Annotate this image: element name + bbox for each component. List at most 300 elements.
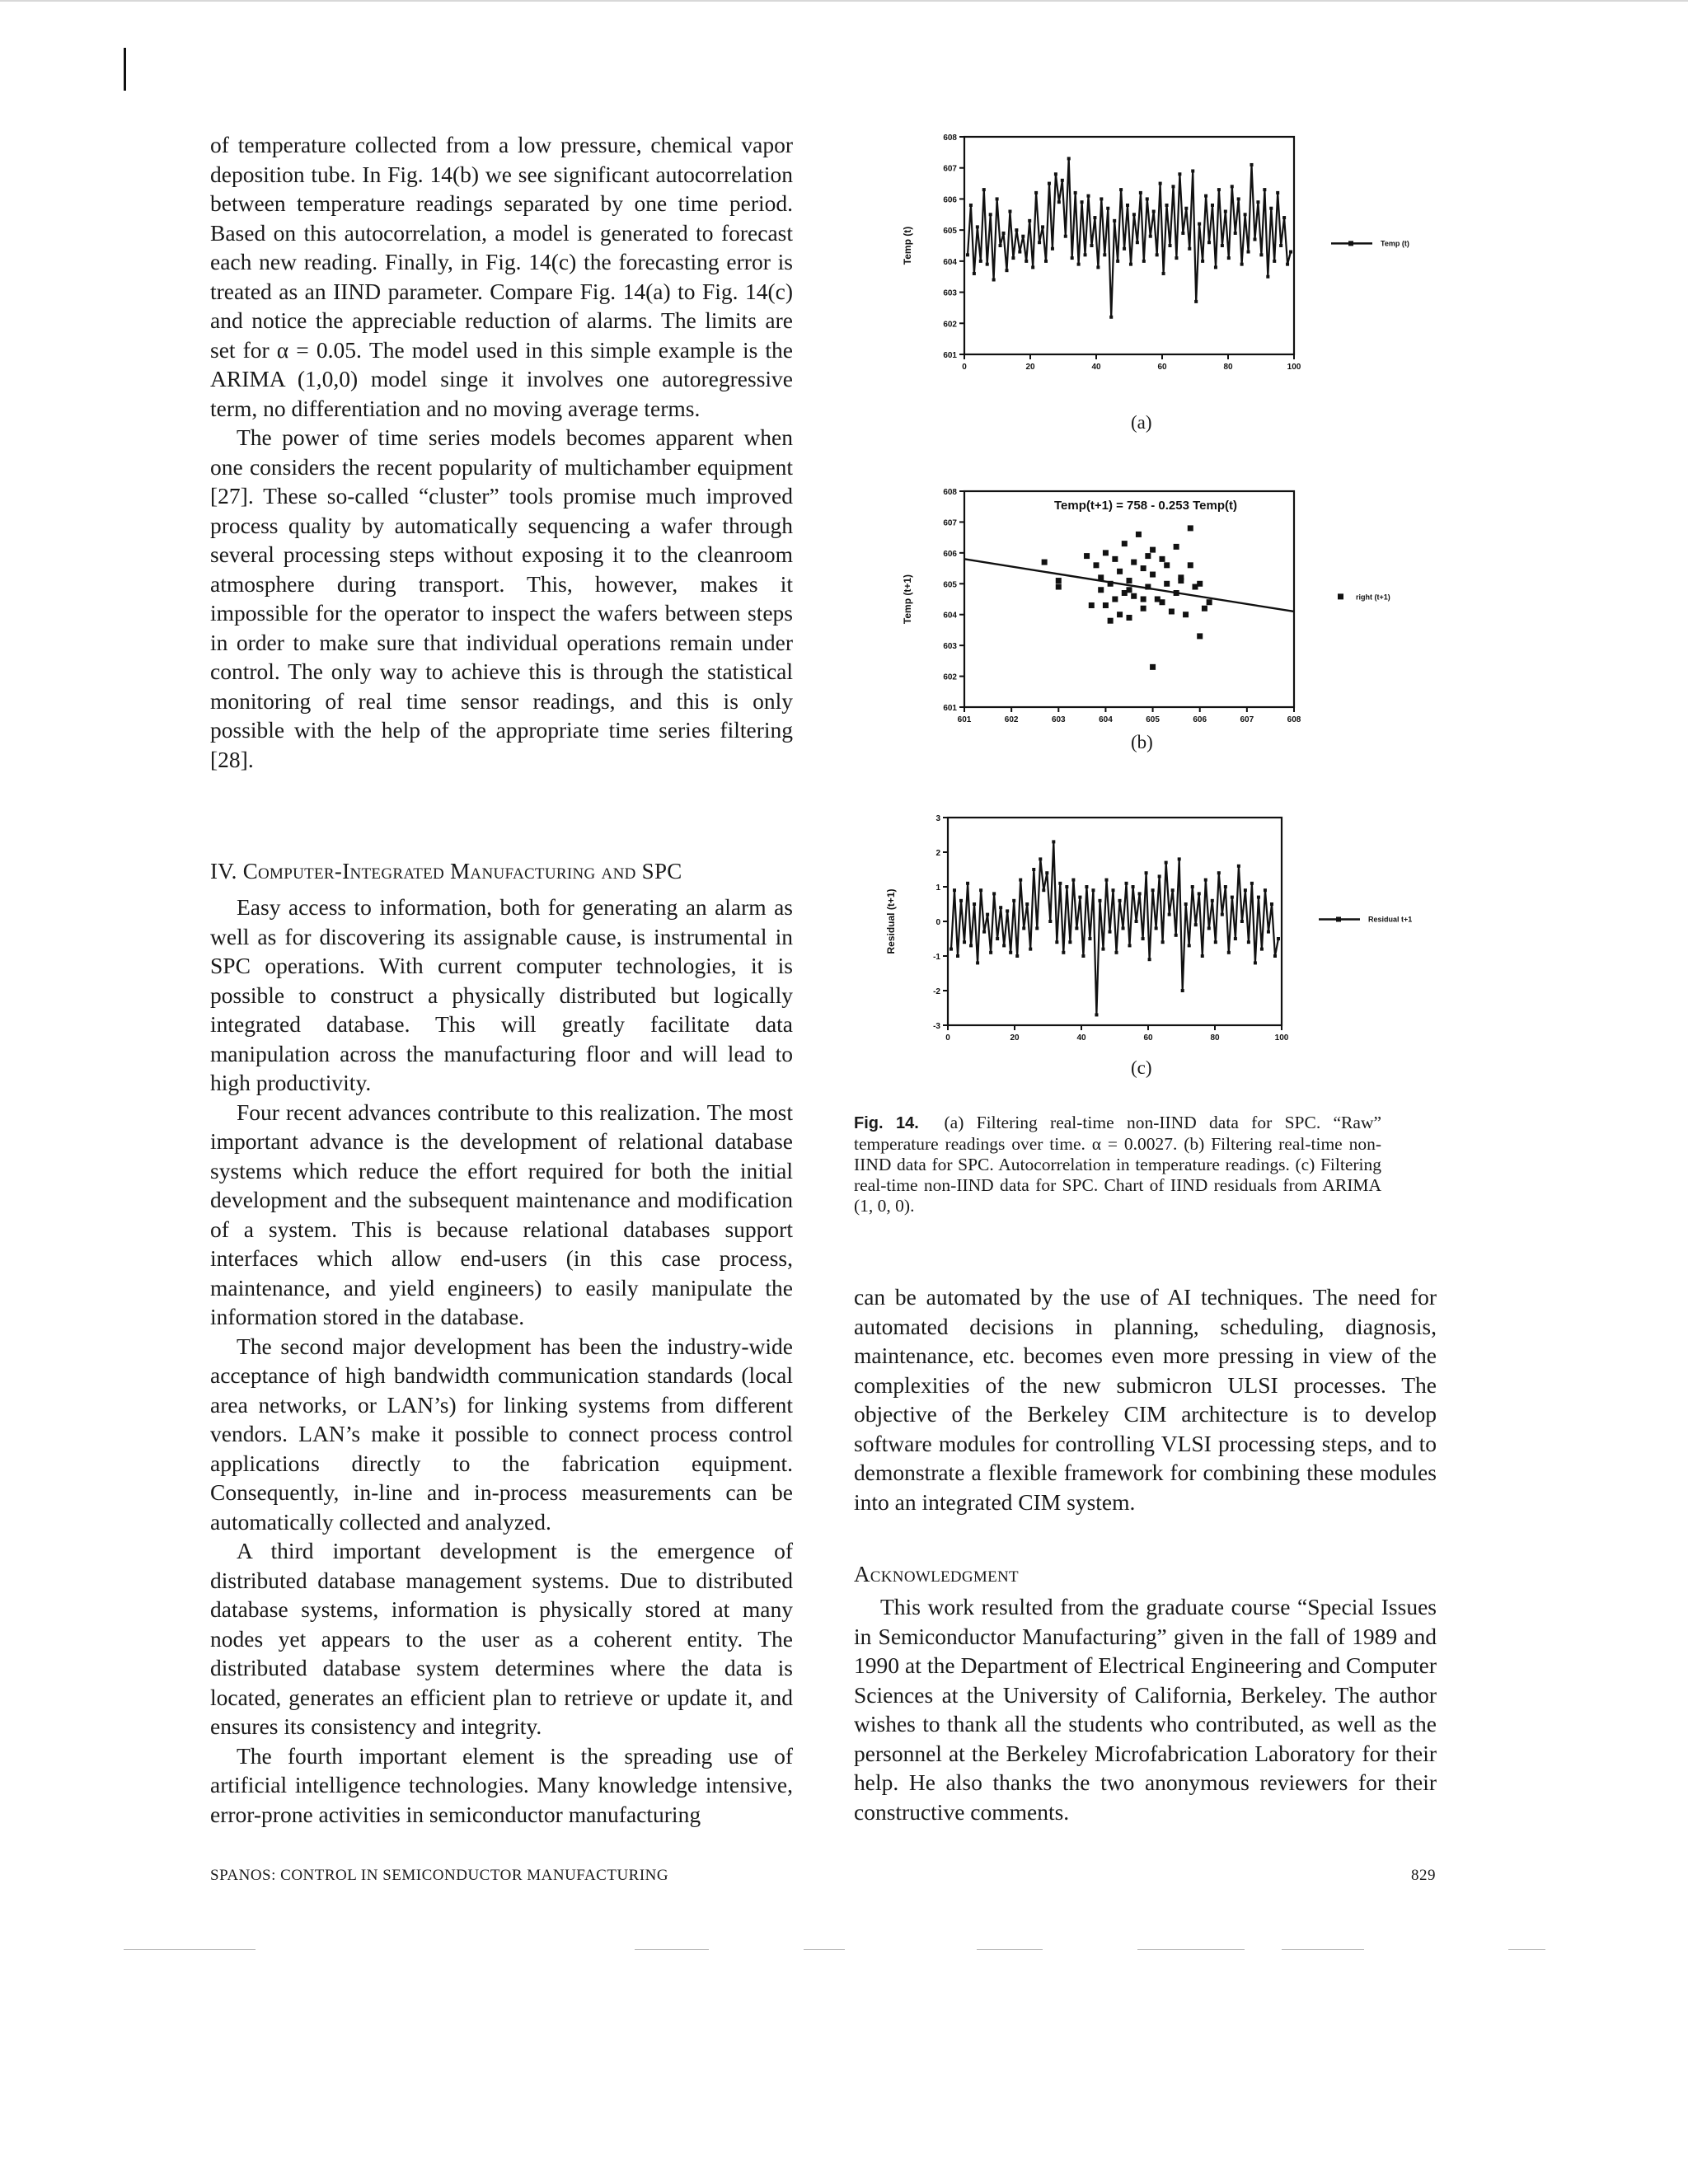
- plot-frame: [964, 491, 1294, 707]
- acknowledgment-body: [854, 1592, 1437, 1826]
- data-point: [1141, 597, 1146, 602]
- subfigure-label-b: (b): [1131, 732, 1153, 752]
- data-point: [973, 272, 976, 275]
- data-point: [1012, 899, 1015, 902]
- data-point: [999, 906, 1002, 909]
- y-tick-label: 0: [935, 918, 940, 927]
- data-point: [1042, 560, 1048, 565]
- y-tick-label: 607: [943, 518, 957, 528]
- data-point: [1188, 562, 1193, 568]
- data-point: [996, 197, 999, 200]
- data-point: [1250, 163, 1254, 166]
- scan-artifact-line: [1137, 1949, 1245, 1950]
- data-point: [1270, 902, 1273, 906]
- data-point: [1029, 948, 1032, 951]
- data-point: [1093, 216, 1096, 219]
- data-point: [1254, 961, 1257, 964]
- y-tick-label: 605: [943, 580, 957, 590]
- data-point: [1098, 899, 1101, 902]
- data-point: [1086, 194, 1090, 198]
- data-point: [1042, 888, 1045, 892]
- x-tick-label: 608: [1287, 715, 1301, 724]
- data-point: [1160, 556, 1165, 562]
- data-point: [1141, 606, 1146, 612]
- data-point: [1181, 989, 1184, 992]
- data-point: [1091, 888, 1095, 892]
- data-point: [1131, 593, 1137, 599]
- paragraph: The fourth important element is the spreading use of artificial intelligence technologies. Many knowledge intensive, error-prone activities in semiconductor manufacturing: [210, 1742, 793, 1827]
- data-point: [1111, 888, 1114, 892]
- data-point: [1125, 882, 1128, 885]
- data-point: [956, 954, 959, 958]
- paragraph: The power of time series models becomes apparent when one considers the recent popularity of multichamber equipment [27]. These so-called “cluster” tools promise much improved process quality by automatically sequencing a wafer through several processing steps without exposing it to the cleanroom atmosphere during transport. This, however, makes it impossible for the operator to inspect the wafers between steps in order to make sure that individual operations remain under control. The only way to achieve this is through the statistical monitoring of real time sensor readings, and this is only possible with the help of the appropriate time series filtering [28].: [210, 424, 793, 772]
- chart-c: [857, 808, 1451, 1055]
- data-point: [1237, 197, 1240, 200]
- data-point: [1108, 618, 1114, 624]
- data-point: [1071, 256, 1074, 260]
- data-point: [1165, 861, 1168, 865]
- data-point: [1150, 547, 1156, 553]
- data-point: [1062, 951, 1065, 954]
- data-point: [1113, 219, 1116, 223]
- data-point: [1150, 572, 1156, 578]
- right-column: [854, 1282, 1437, 1516]
- data-point: [1224, 885, 1227, 888]
- data-point: [1117, 612, 1123, 617]
- y-axis-label: Temp (t): [902, 226, 913, 265]
- data-point: [969, 944, 973, 947]
- data-point: [950, 948, 953, 951]
- data-point: [1240, 920, 1244, 923]
- data-point: [1028, 219, 1031, 223]
- data-point: [1135, 920, 1138, 923]
- data-point: [979, 260, 982, 263]
- data-point: [1106, 207, 1109, 210]
- data-point: [1139, 191, 1142, 194]
- x-tick-label: 80: [1210, 1033, 1220, 1043]
- data-point: [1022, 926, 1025, 930]
- data-point: [1008, 210, 1011, 213]
- data-point: [1045, 871, 1048, 874]
- data-point: [1131, 560, 1137, 565]
- data-point: [1074, 191, 1077, 194]
- paragraph: Easy access to information, both for generating an alarm as well as for discovering its assignable cause, is instrumental in SPC operations. With current computer technologies, it is possible to construct a physically distributed but logically integrated database. This will greatly facilitate data manipulation across the manufacturing floor and will lead to high productivity.: [210, 894, 793, 1095]
- caption-label: Fig. 14.: [854, 1114, 919, 1132]
- running-head: SPANOS: CONTROL IN SEMICONDUCTOR MANUFACTURING: [210, 1867, 669, 1884]
- data-point: [1231, 185, 1234, 188]
- y-tick-label: 601: [943, 351, 957, 360]
- data-point: [1103, 253, 1106, 256]
- data-point: [1096, 265, 1100, 269]
- data-point: [1247, 251, 1250, 254]
- data-point: [1148, 958, 1151, 961]
- data-point: [1112, 597, 1118, 602]
- y-tick-label: 604: [943, 257, 957, 267]
- data-point: [1005, 269, 1008, 272]
- data-point: [1021, 235, 1025, 238]
- data-point: [1104, 879, 1108, 882]
- x-tick-label: 40: [1076, 1033, 1086, 1043]
- data-point: [1150, 664, 1156, 670]
- data-point: [1156, 253, 1159, 256]
- data-point: [1207, 599, 1212, 605]
- legend-label: Temp (t): [1381, 239, 1409, 248]
- series-line: [951, 841, 1278, 1015]
- y-axis-label: Residual (t+1): [885, 888, 897, 954]
- data-point: [1084, 553, 1090, 559]
- data-point: [1159, 182, 1162, 185]
- data-point: [1089, 602, 1095, 608]
- data-point: [1061, 179, 1064, 182]
- data-point: [1090, 244, 1093, 247]
- data-point: [1201, 260, 1204, 263]
- data-point: [1146, 197, 1149, 200]
- data-point: [1178, 857, 1181, 860]
- data-point: [1247, 940, 1250, 944]
- x-tick-label: 0: [962, 363, 967, 372]
- data-point: [1032, 868, 1035, 871]
- page-number: 829: [1411, 1867, 1436, 1884]
- data-point: [1068, 940, 1071, 944]
- data-point: [1122, 926, 1125, 930]
- data-point: [1211, 204, 1214, 207]
- data-point: [1119, 188, 1123, 191]
- data-point: [992, 892, 996, 895]
- data-point: [986, 913, 989, 916]
- data-point: [1041, 225, 1044, 228]
- data-point: [1207, 926, 1211, 930]
- legend-marker: [1338, 593, 1343, 599]
- data-point: [1025, 260, 1028, 263]
- data-point: [1286, 263, 1289, 266]
- y-tick-label: 608: [943, 488, 957, 497]
- x-tick-label: 20: [1025, 363, 1035, 372]
- data-point: [1152, 210, 1156, 213]
- data-point: [1048, 920, 1052, 923]
- data-point: [1174, 544, 1179, 550]
- legend-marker: [1348, 241, 1353, 246]
- scan-artifact-line: [804, 1949, 845, 1950]
- data-point: [1151, 888, 1155, 892]
- data-point: [1100, 197, 1103, 200]
- data-point: [1266, 275, 1269, 279]
- data-point: [1065, 885, 1068, 888]
- caption-text: (a) Filtering real-time non-IIND data for SPC. “Raw” temperature readings over time. α = 0.0027. (b) Filtering real-time non-IIND data for SPC. Autocorrelation in temperature readings. (c) Filtering real-time non-IIND data for SPC. Chart of IIND residuals from ARIMA (1, 0, 0).: [854, 1113, 1382, 1216]
- acknowledgment-heading: Acknowledgment: [854, 1562, 1019, 1586]
- data-point: [1006, 909, 1009, 912]
- data-point: [959, 899, 963, 902]
- x-tick-label: 0: [945, 1033, 950, 1043]
- data-point: [1282, 216, 1286, 219]
- data-point: [966, 882, 969, 885]
- y-tick-label: 606: [943, 549, 957, 559]
- data-point: [1194, 300, 1198, 303]
- data-point: [1044, 260, 1048, 263]
- data-point: [1142, 937, 1145, 940]
- data-point: [1138, 892, 1142, 895]
- data-point: [1221, 913, 1224, 916]
- data-point: [1109, 316, 1113, 319]
- data-point: [982, 930, 986, 934]
- y-tick-label: 603: [943, 288, 957, 298]
- x-tick-label: 606: [1193, 715, 1207, 724]
- data-point: [1155, 926, 1158, 930]
- paragraph: can be automated by the use of AI techniques. The need for automated decisions in planning, scheduling, diagnosis, maintenance, etc. becomes even more pressing in view of the complexities of the new submicron ULSI processes. The objective of the Berkeley CIM architecture is to develop software modules for controlling VLSI processing steps, and to demonstrate a flexible framework for combining these modules into an integrated CIM system.: [854, 1284, 1437, 1515]
- data-point: [1132, 885, 1135, 888]
- data-point: [1098, 587, 1104, 593]
- data-point: [1116, 260, 1119, 263]
- data-point: [1253, 237, 1256, 241]
- x-tick-label: 20: [1010, 1033, 1020, 1043]
- data-point: [1127, 587, 1132, 593]
- y-tick-label: 608: [943, 134, 957, 143]
- data-point: [1031, 265, 1034, 269]
- data-point: [1011, 256, 1015, 260]
- y-tick-label: 603: [943, 642, 957, 652]
- left-column: [210, 130, 793, 774]
- data-point: [1127, 615, 1132, 621]
- data-point: [1142, 260, 1146, 263]
- data-point: [1175, 256, 1178, 260]
- data-point: [1171, 185, 1175, 188]
- data-point: [1237, 865, 1240, 868]
- data-point: [1184, 207, 1188, 210]
- data-point: [1051, 247, 1054, 251]
- legend-marker: [1336, 916, 1341, 921]
- data-point: [1197, 633, 1203, 639]
- data-point: [1289, 251, 1292, 254]
- data-point: [1088, 937, 1091, 940]
- data-point: [1204, 879, 1207, 882]
- data-point: [1145, 871, 1148, 874]
- data-point: [1178, 172, 1181, 176]
- x-tick-label: 40: [1091, 363, 1101, 372]
- data-point: [1002, 944, 1006, 947]
- data-point: [1263, 188, 1266, 191]
- data-point: [1162, 272, 1165, 275]
- data-point: [1214, 940, 1217, 944]
- x-tick-label: 601: [957, 715, 972, 724]
- section-heading: IV. Computer-Integrated Manufacturing and SPC: [210, 859, 682, 883]
- y-axis-label: Temp (t+1): [902, 574, 913, 625]
- data-point: [1178, 578, 1184, 583]
- data-point: [1214, 265, 1217, 269]
- data-point: [1019, 879, 1022, 882]
- x-tick-label: 603: [1051, 715, 1066, 724]
- data-point: [1055, 940, 1058, 944]
- data-point: [1115, 951, 1118, 954]
- data-point: [1181, 232, 1184, 235]
- data-point: [1018, 251, 1021, 254]
- data-point: [1171, 888, 1175, 892]
- scan-top-edge: [0, 0, 1688, 2]
- scan-artifact-line: [977, 1949, 1043, 1950]
- data-point: [1259, 253, 1263, 256]
- y-tick-label: 604: [943, 611, 957, 621]
- regression-line: [964, 559, 1294, 612]
- data-point: [1202, 606, 1207, 612]
- data-point: [1164, 562, 1170, 568]
- data-point: [1221, 244, 1224, 247]
- data-point: [1077, 263, 1081, 266]
- data-point: [1101, 948, 1104, 951]
- y-tick-label: 3: [935, 814, 940, 823]
- data-point: [1103, 602, 1109, 608]
- x-tick-label: 60: [1143, 1033, 1153, 1043]
- data-point: [1217, 871, 1221, 874]
- data-point: [1240, 263, 1244, 266]
- data-point: [1207, 241, 1211, 244]
- data-point: [976, 225, 979, 228]
- chart-b: [874, 478, 1451, 733]
- chart-title: Temp(t+1) = 758 - 0.253 Temp(t): [1053, 499, 1238, 513]
- data-point: [982, 188, 986, 191]
- data-point: [1276, 191, 1279, 194]
- data-point: [1164, 581, 1170, 587]
- data-point: [999, 244, 1002, 247]
- data-point: [1250, 882, 1254, 885]
- data-point: [966, 253, 969, 256]
- data-point: [1057, 200, 1061, 204]
- data-point: [1056, 584, 1062, 590]
- data-point: [1112, 556, 1118, 562]
- y-tick-label: 606: [943, 195, 957, 205]
- y-tick-label: 601: [943, 704, 957, 713]
- data-point: [1277, 937, 1280, 940]
- scan-margin-mark: [124, 48, 126, 91]
- data-point: [1234, 937, 1237, 940]
- y-tick-label: -3: [933, 1022, 940, 1031]
- data-point: [1256, 200, 1259, 204]
- data-point: [1257, 896, 1260, 899]
- data-point: [1015, 228, 1018, 232]
- subfigure-label-a: (a): [1131, 412, 1152, 433]
- data-point: [1085, 885, 1088, 888]
- data-point: [1002, 232, 1006, 235]
- data-point: [1188, 525, 1193, 531]
- data-point: [1078, 896, 1081, 899]
- data-point: [963, 940, 966, 944]
- data-point: [1136, 241, 1139, 244]
- data-point: [1198, 223, 1201, 226]
- data-point: [986, 263, 989, 266]
- scan-artifact-line: [1282, 1949, 1364, 1950]
- data-point: [953, 888, 956, 892]
- data-point: [1260, 948, 1264, 951]
- data-point: [1025, 902, 1029, 906]
- data-point: [1034, 191, 1038, 194]
- chart-a: [874, 124, 1451, 429]
- data-point: [1054, 172, 1057, 176]
- data-point: [1108, 930, 1111, 934]
- legend-label: right (t+1): [1356, 593, 1390, 602]
- data-point: [1168, 913, 1171, 916]
- paragraph: Four recent advances contribute to this realization. The most important advance is the development of relational database systems which reduce the effort required for both the initial development and the subsequent maintenance and modification of a system. This is because relational databases support interfaces which allow end-users (in this case process, maintenance, and yield engineers) to easily manipulate the information stored in the database.: [210, 1099, 793, 1329]
- data-point: [1197, 581, 1203, 587]
- y-tick-label: 1: [935, 883, 940, 893]
- data-point: [992, 278, 996, 281]
- data-point: [1149, 235, 1152, 238]
- data-point: [1075, 926, 1078, 930]
- data-point: [1267, 930, 1270, 934]
- paragraph: of temperature collected from a low pressure, chemical vapor deposition tube. In Fig. 14(b) we see significant autocorrelation between temperature readings separated by one time period. Based on this autocorrelation, a model is generated to forecast each new reading. Finally, in Fig. 14(c) the forecasting error is treated as an IIND parameter. Compare Fig. 14(a) to Fig. 14(c) and notice the appreciable reduction of alarms. The limits are set for α = 0.05. The model used in this simple example is the ARIMA (1,0,0) model singe it involves one autoregressive term, no differentiation and no moving average terms.: [210, 132, 793, 421]
- data-point: [1160, 599, 1165, 605]
- data-point: [1058, 882, 1062, 885]
- data-point: [1095, 1013, 1098, 1016]
- data-point: [1009, 951, 1012, 954]
- data-point: [1191, 885, 1194, 888]
- x-tick-label: 60: [1157, 363, 1167, 372]
- data-point: [1122, 541, 1128, 546]
- data-point: [989, 213, 992, 216]
- data-point: [1227, 951, 1231, 954]
- figure-caption: [854, 1113, 1381, 1216]
- data-point: [1127, 578, 1132, 583]
- data-point: [1264, 888, 1267, 892]
- data-point: [1015, 954, 1019, 958]
- x-tick-label: 605: [1146, 715, 1160, 724]
- data-point: [1165, 204, 1169, 207]
- data-point: [1279, 244, 1282, 247]
- subfigure-label-c: (c): [1131, 1057, 1152, 1078]
- data-point: [1103, 550, 1109, 555]
- data-point: [1184, 902, 1188, 906]
- data-point: [1244, 888, 1247, 892]
- paragraph: This work resulted from the graduate course “Special Issues in Semiconductor Manufacturing” given in the fall of 1989 and 1990 at the Department of Electrical Engineering and Computer Sciences at the University of California, Berkeley. The author wishes to thank all the students who contributed, as well as the personnel at the Berkeley Microfabrication Laboratory for their help. He also thanks the two anonymous reviewers for their constructive comments.: [854, 1594, 1437, 1825]
- x-tick-label: 80: [1223, 363, 1233, 372]
- y-tick-label: 2: [935, 849, 940, 858]
- data-point: [1117, 569, 1123, 574]
- x-tick-label: 100: [1274, 1033, 1289, 1043]
- data-point: [1129, 263, 1132, 266]
- data-point: [1145, 553, 1151, 559]
- data-point: [1141, 565, 1146, 571]
- y-tick-label: 602: [943, 320, 957, 330]
- data-point: [1067, 157, 1071, 160]
- y-tick-label: 605: [943, 227, 957, 237]
- x-tick-label: 100: [1287, 363, 1301, 372]
- data-point: [1231, 896, 1234, 899]
- x-tick-label: 602: [1004, 715, 1019, 724]
- paragraph: The second major development has been the industry-wide acceptance of high bandwidth communication standards (local area networks, or LAN’s) for linking systems from different vendors. LAN’s make it possible to connect process control applications directly to the fabrication equipment. Consequently, in-line and in-process measurements can be automatically collected and analyzed.: [210, 1333, 793, 1535]
- scan-artifact-line: [124, 1949, 256, 1950]
- scan-artifact-line: [1508, 1949, 1545, 1950]
- legend-label: Residual t+1: [1368, 915, 1413, 924]
- data-point: [1201, 954, 1204, 958]
- data-point: [973, 902, 976, 906]
- scan-artifact-line: [635, 1949, 709, 1950]
- data-point: [1126, 204, 1129, 207]
- data-point: [1273, 260, 1276, 263]
- data-point: [989, 951, 992, 954]
- data-point: [1188, 944, 1191, 947]
- data-point: [1234, 232, 1237, 235]
- data-point: [1188, 247, 1191, 251]
- data-point: [1244, 213, 1247, 216]
- data-point: [1175, 934, 1178, 937]
- data-point: [1161, 940, 1165, 944]
- y-tick-label: 607: [943, 164, 957, 174]
- data-point: [1227, 256, 1231, 260]
- data-point: [1194, 923, 1198, 926]
- paragraph: A third important development is the emergence of distributed database management systems. Due to distributed database systems, information is physically stored at many nodes yet appears to the user as a coherent entity. The distributed database system determines where the data is located, generates an efficient plan to retrieve or update it, and ensures its consistency and integrity.: [210, 1538, 793, 1739]
- data-point: [1198, 892, 1201, 895]
- data-point: [1211, 899, 1214, 902]
- data-point: [1071, 879, 1075, 882]
- data-point: [1052, 840, 1055, 843]
- data-point: [1081, 200, 1084, 204]
- data-point: [1204, 194, 1207, 198]
